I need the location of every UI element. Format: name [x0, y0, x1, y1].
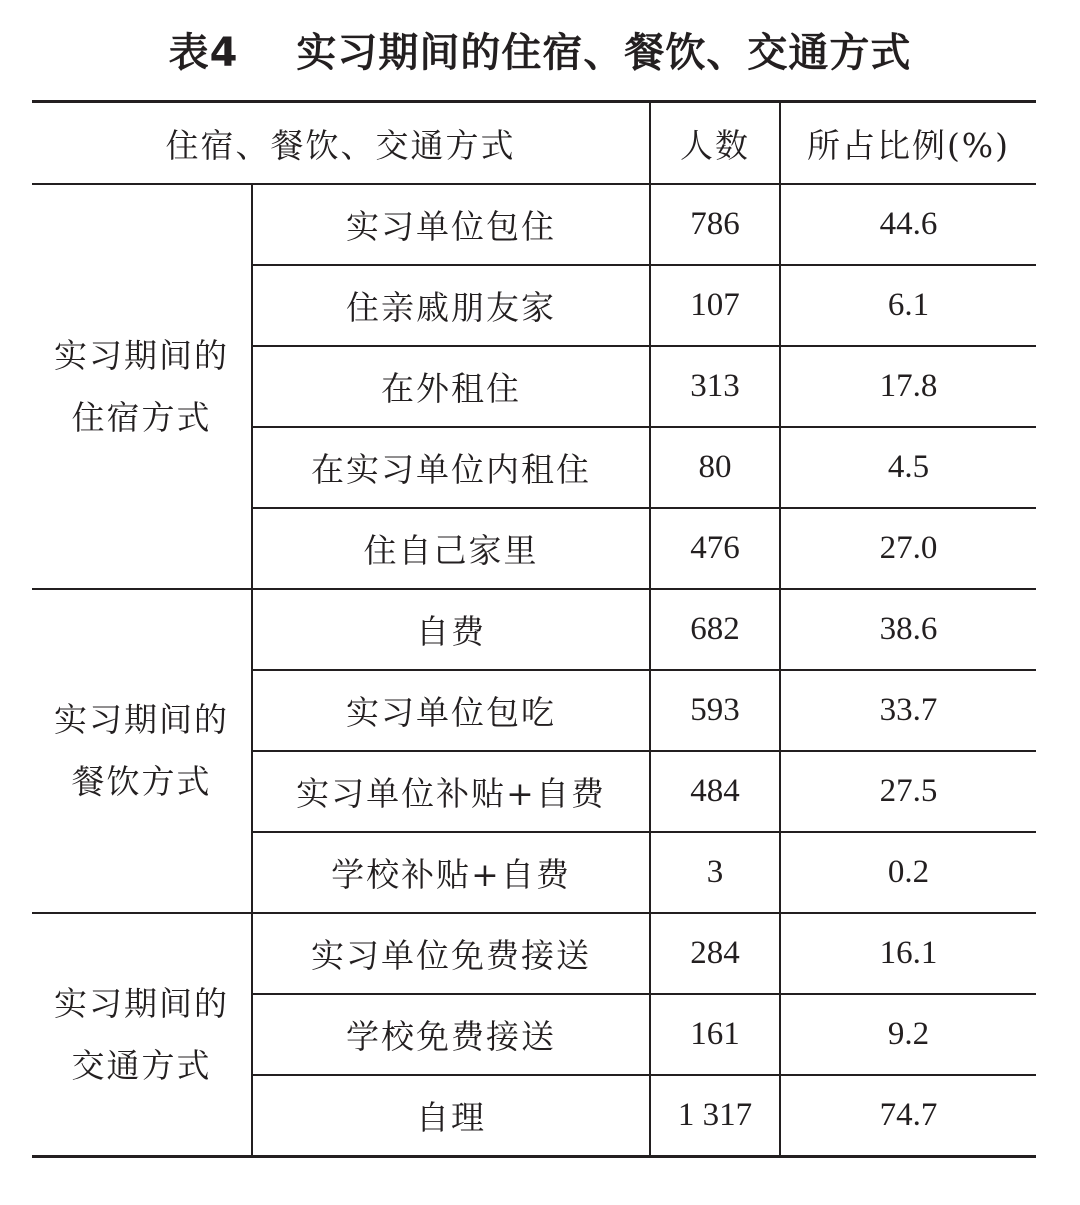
percent-cell: 27.0 — [780, 508, 1036, 589]
percent-cell: 74.7 — [780, 1075, 1036, 1157]
item-cell: 实习单位包吃 — [252, 670, 650, 751]
percent-cell: 38.6 — [780, 589, 1036, 670]
table-row — [32, 589, 1036, 670]
percent-cell: 9.2 — [780, 994, 1036, 1075]
percent-cell: 27.5 — [780, 751, 1036, 832]
item-cell: 实习单位包住 — [252, 184, 650, 265]
percent-cell: 16.1 — [780, 913, 1036, 994]
header-category: 住宿、餐饮、交通方式 — [165, 125, 516, 165]
percent-cell: 17.8 — [780, 346, 1036, 427]
group-label-accommodation: 实习期间的 住宿方式 — [32, 184, 252, 589]
item-cell: 学校补贴+自费 — [252, 832, 650, 913]
count-cell: 476 — [650, 508, 780, 589]
item-cell: 住自己家里 — [252, 508, 650, 589]
table-row — [32, 184, 1036, 265]
percent-cell: 33.7 — [780, 670, 1036, 751]
table-row — [32, 913, 1036, 994]
header-percent: 所占比例(%) — [780, 102, 1036, 185]
count-cell: 3 — [650, 832, 780, 913]
count-cell: 313 — [650, 346, 780, 427]
count-cell: 284 — [650, 913, 780, 994]
count-cell: 80 — [650, 427, 780, 508]
count-cell: 107 — [650, 265, 780, 346]
group-label-transport: 实习期间的 交通方式 — [32, 913, 252, 1157]
count-cell: 682 — [650, 589, 780, 670]
count-cell: 484 — [650, 751, 780, 832]
percent-cell: 0.2 — [780, 832, 1036, 913]
count-cell: 786 — [650, 184, 780, 265]
item-cell: 在外租住 — [252, 346, 650, 427]
header-row — [32, 102, 1036, 185]
table-title: 实习期间的住宿、餐饮、交通方式 — [296, 30, 912, 76]
item-cell: 在实习单位内租住 — [252, 427, 650, 508]
item-cell: 自费 — [252, 589, 650, 670]
item-cell: 住亲戚朋友家 — [252, 265, 650, 346]
data-table — [32, 100, 1036, 1158]
table-number: 表4 — [168, 30, 239, 76]
count-cell: 1 317 — [650, 1075, 780, 1157]
group-label-dining: 实习期间的 餐饮方式 — [32, 589, 252, 913]
table-caption — [0, 22, 1080, 84]
percent-cell: 44.6 — [780, 184, 1036, 265]
item-cell: 学校免费接送 — [252, 994, 650, 1075]
header-count: 人数 — [650, 102, 780, 185]
count-cell: 593 — [650, 670, 780, 751]
percent-cell: 6.1 — [780, 265, 1036, 346]
item-cell: 自理 — [252, 1075, 650, 1157]
item-cell: 实习单位免费接送 — [252, 913, 650, 994]
item-cell: 实习单位补贴+自费 — [252, 751, 650, 832]
count-cell: 161 — [650, 994, 780, 1075]
percent-cell: 4.5 — [780, 427, 1036, 508]
